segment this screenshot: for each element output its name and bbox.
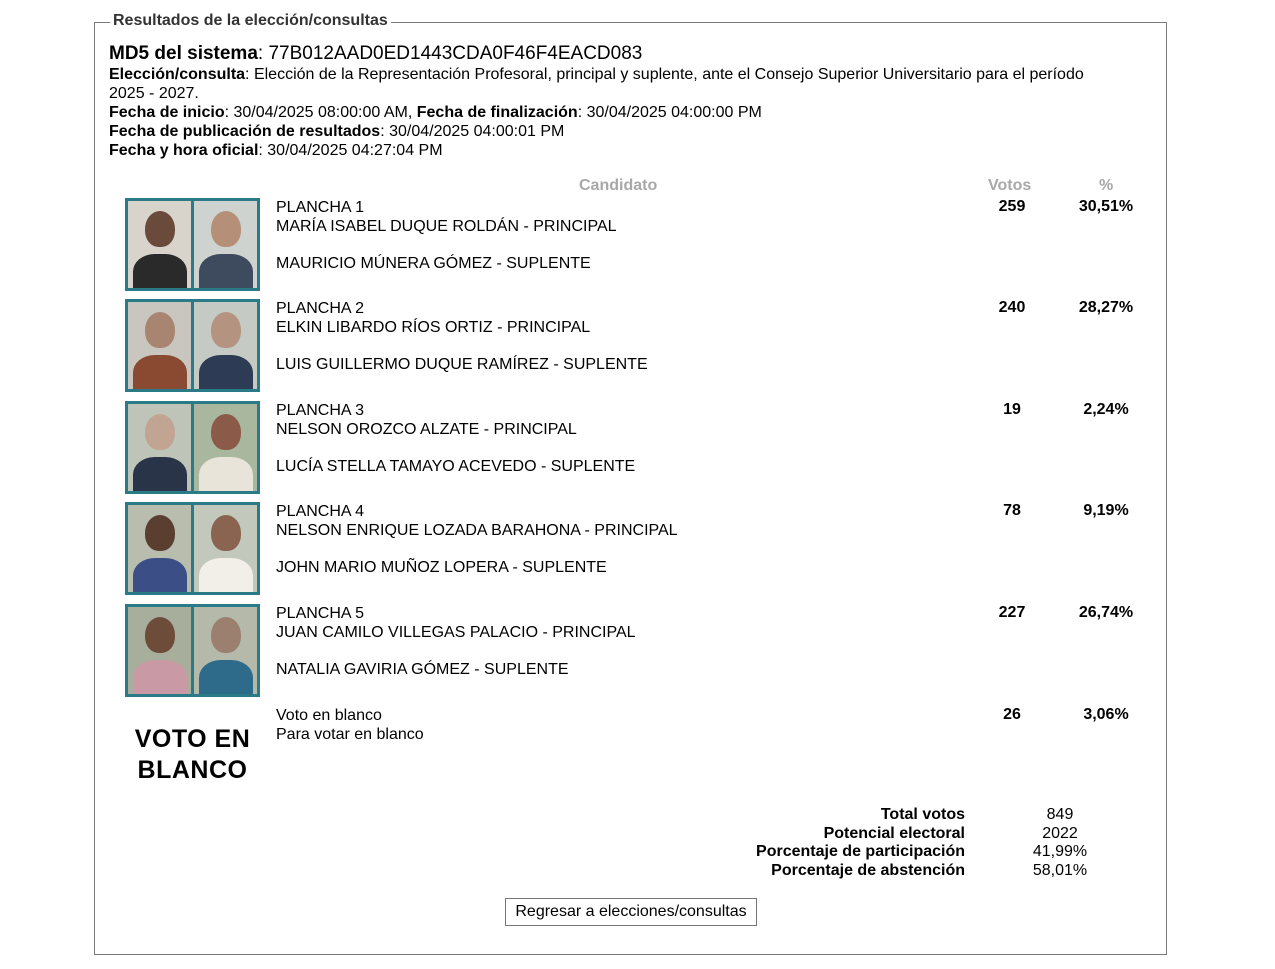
principal-name: ELKIN LIBARDO RÍOS ORTIZ - PRINCIPAL — [276, 319, 591, 336]
publication-line: Fecha de publicación de resultados: 30/04/2025 04:00:01 PM — [109, 123, 565, 140]
candidate-photo — [125, 502, 260, 595]
votes-value: 78 — [1003, 502, 1021, 519]
suplente-name: JOHN MARIO MUÑOZ LOPERA - SUPLENTE — [276, 559, 607, 576]
principal-name: MARÍA ISABEL DUQUE ROLDÁN - PRINCIPAL — [276, 218, 617, 235]
person-photo — [128, 607, 191, 694]
header-percent: % — [1099, 177, 1114, 194]
blank-vote-description: Para votar en blanco — [276, 726, 424, 743]
candidate-info — [276, 401, 936, 476]
votes-value: 227 — [998, 604, 1026, 621]
blank-vote-name: Voto en blanco — [276, 707, 382, 724]
candidate-info — [276, 502, 936, 577]
end-value: 30/04/2025 04:00:00 PM — [586, 104, 762, 121]
participation-label: Porcentaje de participación — [756, 843, 965, 860]
candidate-photo — [125, 198, 260, 291]
md5-value: 77B012AAD0ED1443CDA0F46F4EACD083 — [268, 43, 643, 64]
person-photo — [194, 201, 257, 288]
slate-name: PLANCHA 5 — [276, 605, 365, 622]
slate-name: PLANCHA 3 — [276, 402, 365, 419]
potential-value: 2022 — [1042, 824, 1078, 842]
percent-value: 3,06% — [1083, 706, 1129, 723]
official-label: Fecha y hora oficial — [109, 142, 259, 159]
slate-name: PLANCHA 1 — [276, 199, 365, 216]
person-photo — [128, 404, 191, 491]
principal-name: NELSON OROZCO ALZATE - PRINCIPAL — [276, 421, 577, 438]
percent-value: 30,51% — [1078, 198, 1134, 215]
person-photo — [194, 607, 257, 694]
suplente-name: NATALIA GAVIRIA GÓMEZ - SUPLENTE — [276, 661, 569, 678]
dates-line: Fecha de inicio: 30/04/2025 08:00:00 AM, Fecha de finalización: 30/04/2025 04:00:00 PM — [109, 104, 762, 121]
participation-value: 41,99% — [1032, 843, 1088, 860]
person-photo — [128, 505, 191, 592]
blank-vote-logo — [125, 724, 260, 786]
percent-value: 9,19% — [1083, 502, 1129, 519]
publication-value: 30/04/2025 04:00:01 PM — [389, 123, 565, 140]
md5-label: MD5 del sistema — [109, 43, 258, 64]
slate-name: PLANCHA 2 — [276, 300, 365, 317]
candidate-info — [276, 604, 936, 679]
official-line: Fecha y hora oficial: 30/04/2025 04:27:04 PM — [109, 142, 443, 159]
principal-name: JUAN CAMILO VILLEGAS PALACIO - PRINCIPAL — [276, 624, 636, 641]
end-label: Fecha de finalización — [416, 104, 578, 121]
blank-logo-line2: BLANCO — [137, 756, 248, 784]
candidate-info — [276, 299, 936, 374]
person-photo — [128, 201, 191, 288]
candidate-photo — [125, 604, 260, 697]
person-photo — [128, 302, 191, 389]
candidate-photo — [125, 401, 260, 494]
slate-name: PLANCHA 4 — [276, 503, 365, 520]
election-meta — [109, 43, 1109, 160]
percent-value: 2,24% — [1083, 401, 1129, 418]
candidate-info — [276, 198, 936, 273]
total-votes-value: 849 — [1046, 806, 1074, 823]
header-votes: Votos — [988, 177, 1032, 194]
blank-logo-line1: VOTO EN — [134, 725, 251, 753]
back-to-elections-button[interactable]: Regresar a elecciones/consultas — [505, 898, 757, 926]
publication-label: Fecha de publicación de resultados — [109, 123, 381, 140]
person-photo — [194, 302, 257, 389]
election-value: Elección de la Representación Profesoral, principal y suplente, ante el Consejo Superior Universitario para el período 2025 - 2027. — [109, 66, 1084, 102]
candidate-photo — [125, 299, 260, 392]
suplente-name: LUIS GUILLERMO DUQUE RAMÍREZ - SUPLENTE — [276, 356, 648, 373]
panel-legend: Resultados de la elección/consultas — [110, 12, 391, 30]
votes-value: 19 — [1003, 401, 1021, 418]
principal-name: NELSON ENRIQUE LOZADA BARAHONA - PRINCIPAL — [276, 522, 678, 539]
person-photo — [194, 505, 257, 592]
total-votes-label: Total votos — [880, 806, 965, 823]
candidate-info — [276, 706, 936, 744]
header-candidate: Candidato — [579, 177, 658, 194]
votes-value: 259 — [998, 198, 1026, 215]
md5-line: MD5 del sistema: 77B012AAD0ED1443CDA0F46F4EACD083 — [109, 43, 643, 64]
start-label: Fecha de inicio — [109, 104, 225, 121]
election-label: Elección/consulta — [109, 66, 246, 83]
percent-value: 28,27% — [1078, 299, 1134, 316]
suplente-name: MAURICIO MÚNERA GÓMEZ - SUPLENTE — [276, 255, 591, 272]
potential-label: Potencial electoral — [823, 824, 965, 842]
suplente-name: LUCÍA STELLA TAMAYO ACEVEDO - SUPLENTE — [276, 458, 636, 475]
start-value: 30/04/2025 08:00:00 AM — [233, 104, 408, 121]
official-value: 30/04/2025 04:27:04 PM — [267, 142, 443, 159]
abstention-value: 58,01% — [1032, 861, 1088, 879]
votes-value: 26 — [1003, 706, 1021, 723]
abstention-label: Porcentaje de abstención — [771, 861, 965, 879]
person-photo — [194, 404, 257, 491]
percent-value: 26,74% — [1078, 604, 1134, 621]
votes-value: 240 — [998, 299, 1026, 316]
election-line: Elección/consulta: Elección de la Representación Profesoral, principal y suplente, ante el Consejo Superior Universitario para el período 2025 - 2027. — [109, 66, 1084, 102]
